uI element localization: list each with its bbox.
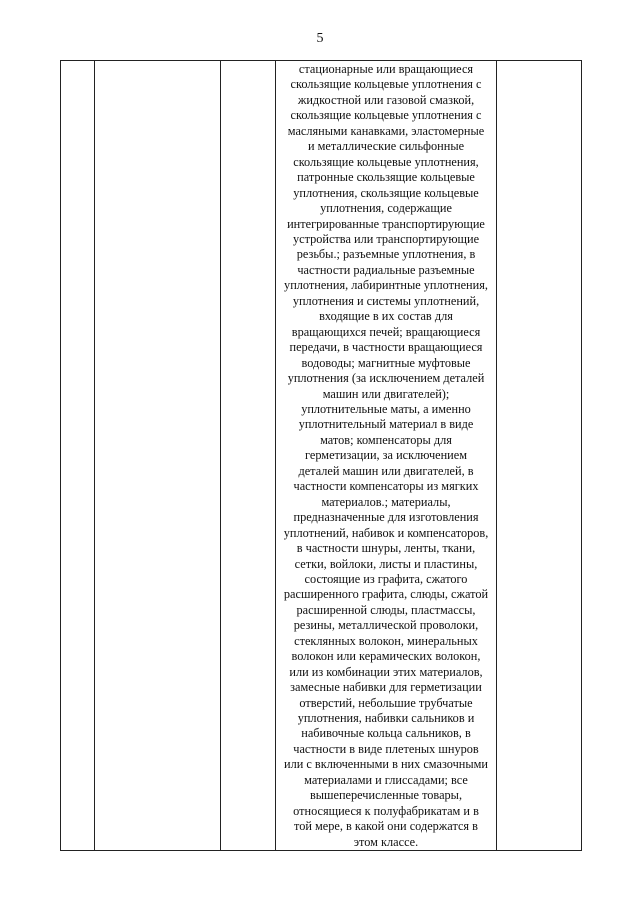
goods-text-line: скользящие кольцевые уплотнения с bbox=[290, 77, 482, 92]
goods-text-line: уплотнительный материал в виде bbox=[298, 417, 474, 432]
goods-text-line: деталей машин или двигателей, в bbox=[298, 463, 474, 478]
goods-text-line: входящие в их состав для bbox=[319, 309, 453, 324]
goods-text-line: волокон или керамических волокон, bbox=[291, 649, 481, 664]
goods-text-line: и металлические сильфонные bbox=[307, 139, 465, 154]
goods-text-line: частности компенсаторы из мягких bbox=[293, 479, 479, 494]
goods-text-line: устройства или транспортирующие bbox=[292, 231, 480, 246]
goods-text-line: или с включенными в них смазочными bbox=[284, 757, 488, 772]
goods-text-line: уплотнения, содержащие bbox=[320, 201, 452, 216]
goods-text-line: интегрированные транспортирующие bbox=[287, 216, 485, 231]
goods-text-line: сетки, войлоки, листы и пластины, bbox=[294, 556, 478, 571]
goods-text-line: масляными канавками, эластомерные bbox=[287, 123, 485, 138]
goods-text-line: расширенной слюды, пластмассы, bbox=[296, 602, 476, 617]
goods-text-line: уплотнения, набивки сальников и bbox=[297, 711, 475, 726]
goods-text-line: вышеперечисленные товары, bbox=[309, 788, 463, 803]
goods-text-line: состоящие из графита, сжатого bbox=[304, 571, 468, 586]
goods-text-line: частности в виде плетеных шнуров bbox=[293, 741, 479, 756]
goods-text-line: скользящие кольцевые уплотнения, bbox=[293, 154, 479, 169]
goods-text-line: уплотнительные маты, а именно bbox=[301, 401, 471, 416]
goods-text-line: уплотнений, набивок и компенсаторов, bbox=[283, 525, 489, 540]
table-cell-empty bbox=[95, 61, 221, 851]
goods-text-line: этом классе. bbox=[353, 834, 419, 849]
goods-description-text bbox=[275, 61, 497, 850]
goods-text-line: расширенного графита, слюды, сжатой bbox=[283, 587, 489, 602]
goods-text-line: уплотнения, лабиринтные уплотнения, bbox=[284, 278, 488, 293]
goods-text-line: стеклянных волокон, минеральных bbox=[294, 633, 478, 648]
goods-text-line: набивочные кольца сальников, в bbox=[301, 726, 471, 741]
goods-text-line: передачи, в частности вращающиеся bbox=[289, 340, 483, 355]
goods-text-line: машин или двигателей); bbox=[322, 386, 450, 401]
goods-text-line: или из комбинации этих материалов, bbox=[289, 664, 483, 679]
goods-text-line: жидкостной или газовой смазкой, bbox=[297, 92, 475, 107]
goods-text-line: относящиеся к полуфабрикатам и в bbox=[293, 803, 479, 818]
page-number: 5 bbox=[316, 31, 324, 46]
table-cell-goods-description bbox=[276, 61, 497, 851]
goods-text-line: уплотнения и системы уплотнений, bbox=[292, 293, 480, 308]
table-cell-number bbox=[61, 61, 95, 851]
goods-text-line: замесные набивки для герметизации bbox=[290, 680, 482, 695]
goods-text-line: матов; компенсаторы для bbox=[320, 432, 452, 447]
goods-text-line: вращающихся печей; вращающиеся bbox=[291, 324, 481, 339]
table-row bbox=[61, 61, 582, 851]
goods-text-line: скользящие кольцевые уплотнения с bbox=[290, 108, 482, 123]
goods-text-line: в частности шнуры, ленты, ткани, bbox=[296, 541, 476, 556]
goods-text-line: материалов.; материалы, bbox=[321, 494, 451, 509]
table-cell-empty bbox=[497, 61, 582, 851]
goods-text-line: водоводы; магнитные муфтовые bbox=[301, 355, 471, 370]
goods-text-line: той мере, в какой они содержатся в bbox=[294, 819, 478, 834]
goods-text-line: материалами и глиссадами; все bbox=[304, 772, 468, 787]
goods-text-line: частности радиальные разъемные bbox=[297, 262, 475, 277]
goods-text-line: герметизации, за исключением bbox=[304, 448, 467, 463]
goods-table bbox=[60, 60, 582, 851]
goods-text-line: предназначенные для изготовления bbox=[293, 510, 479, 525]
goods-text-line: резьбы.; разъемные уплотнения, в bbox=[296, 247, 476, 262]
goods-text-line: патронные скользящие кольцевые bbox=[297, 170, 475, 185]
goods-text-line: отверстий, небольшие трубчатые bbox=[299, 695, 473, 710]
goods-text-line: уплотнения (за исключением деталей bbox=[287, 371, 485, 386]
goods-text-line: уплотнения, скользящие кольцевые bbox=[293, 185, 479, 200]
goods-text-line: резины, металлической проволоки, bbox=[293, 618, 479, 633]
goods-text-line: стационарные или вращающиеся bbox=[298, 62, 474, 76]
table-cell-empty bbox=[221, 61, 276, 851]
